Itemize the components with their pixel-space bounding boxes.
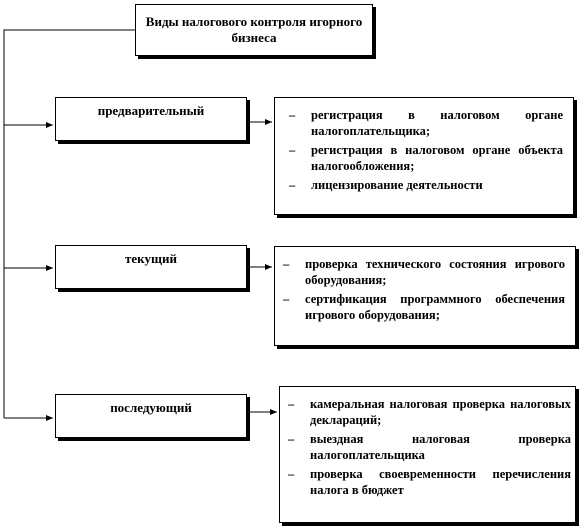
list-subsequent (280, 396, 571, 498)
bullet-dash: – (289, 178, 296, 192)
type-box-preliminary (55, 97, 247, 141)
bullet-dash: – (288, 397, 295, 411)
list-item (281, 177, 563, 193)
bullet-dash: – (283, 292, 290, 306)
list-item-text: регистрация в налоговом органе налогоплательщика; (311, 108, 563, 138)
list-item-text: камеральная налоговая проверка налоговых деклараций; (310, 397, 571, 427)
list-item (280, 431, 571, 463)
list-box-preliminary (274, 97, 574, 215)
list-item (275, 291, 565, 323)
list-item (275, 256, 565, 288)
list-preliminary (281, 107, 563, 193)
bullet-dash: – (283, 257, 290, 271)
type-label-preliminary: предварительный (97, 103, 205, 118)
bullet-dash: – (288, 432, 295, 446)
list-item (281, 107, 563, 139)
bullet-dash: – (289, 143, 296, 157)
list-item-text: сертификация программного обеспечения игрового оборудования; (305, 292, 565, 322)
type-label-current: текущий (125, 251, 177, 266)
list-item (280, 466, 571, 498)
type-box-current (55, 245, 247, 289)
list-box-current (274, 246, 576, 346)
list-item-text: проверка своевременности перечисления налога в бюджет (310, 467, 571, 497)
list-item (280, 396, 571, 428)
list-current (275, 256, 565, 323)
list-item-text: регистрация в налоговом органе объекта налогообложения; (311, 143, 563, 173)
list-item (281, 142, 563, 174)
trunk-line (4, 30, 135, 418)
list-box-subsequent (279, 386, 576, 523)
diagram-title-text: Виды налогового контроля игорного бизнеса (145, 14, 363, 45)
list-item-text: проверка технического состояния игрового оборудования; (305, 257, 565, 287)
diagram-title (135, 4, 373, 56)
list-item-text: лицензирование деятельности (311, 178, 483, 192)
type-box-subsequent (55, 394, 247, 438)
list-item-text: выездная налоговая проверка налогоплательщика (310, 432, 571, 462)
bullet-dash: – (289, 108, 296, 122)
bullet-dash: – (288, 467, 295, 481)
type-label-subsequent: последующий (110, 400, 192, 415)
